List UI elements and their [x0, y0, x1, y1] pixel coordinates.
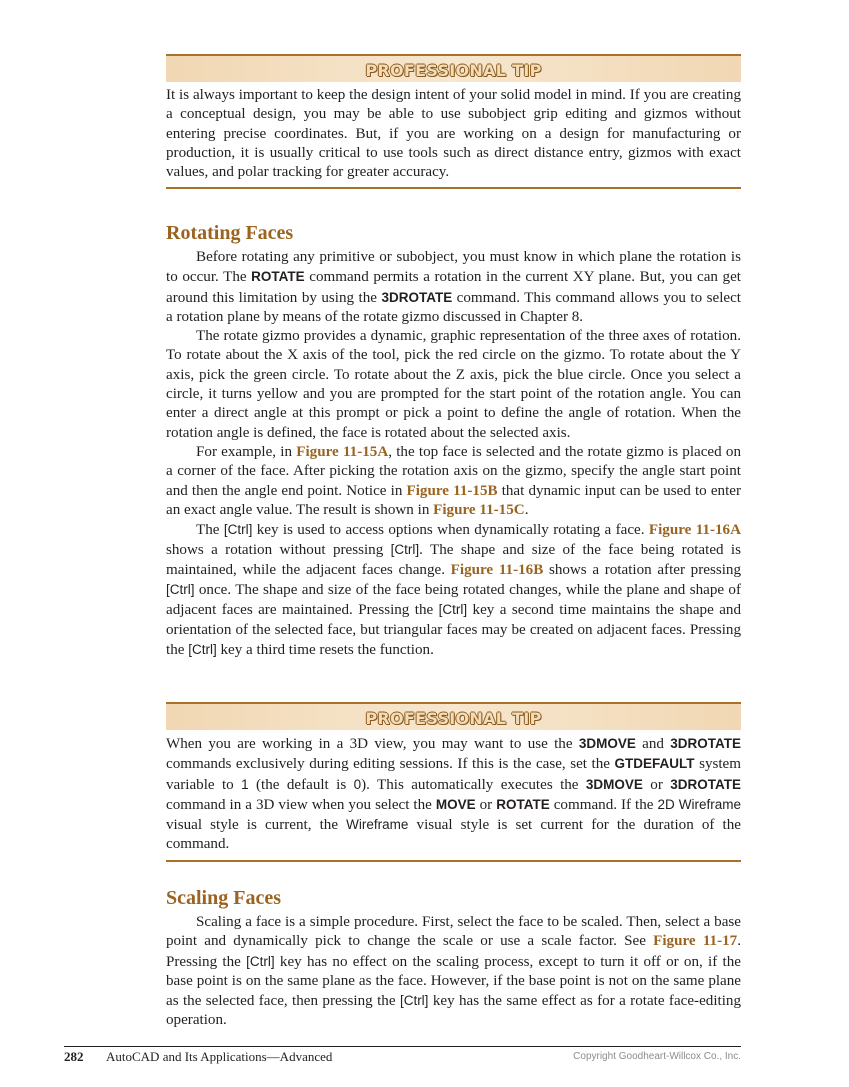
command-name: 3DROTATE: [670, 736, 741, 751]
section-heading-scaling-faces: Scaling Faces: [166, 887, 281, 909]
copyright-notice: Copyright Goodheart-Willcox Co., Inc.: [573, 1051, 741, 1062]
paragraph: Before rotating any primitive or subobject, you must know in which plane the rotation is to occur. The ROTATE command permits a rotation in the current XY plane. But, you can get around this limitation by using the 3DROTATE command. This command allows you to select a rotation plane by means of the rotate gizmo discussed in Chapter 8.: [166, 249, 741, 325]
key-name: [Ctrl]: [166, 582, 195, 598]
section-heading-rotating-faces: Rotating Faces: [166, 222, 294, 244]
tip-text: When you are working in a 3D view, you may want to use the 3DMOVE and 3DROTATE commands exclusively during editing sessions. If this is the case, set the GTDEFAULT system variable to 1 (the default is 0). This automatically executes the 3DMOVE or 3DROTATE command in a 3D view when you select the MOVE or ROTATE command. If the 2D Wireframe visual style is current, the Wireframe visual style is set current for the duration of the command.: [166, 730, 741, 862]
command-name: MOVE: [435, 796, 476, 812]
paragraph: The rotate gizmo provides a dynamic, graphic representation of the three axes of rotation. To rotate about the X axis of the tool, pick the red circle on the gizmo. To rotate about the Y axis, pick the green circle. To rotate about the Z axis, pick the blue circle. Once you select a circle, it turns yellow and you are prompted for the start point of the rotation angle. You can enter a direct angle at this prompt or pick a point to define the angle of rotation. When the rotation angle is defined, the face is rotated about the selected axis.: [166, 328, 741, 441]
book-title: AutoCAD and Its Applications—Advanced: [106, 1049, 333, 1064]
professional-tip-box: [166, 702, 741, 862]
value: 0: [353, 776, 362, 792]
key-name: [Ctrl]: [246, 953, 275, 969]
figure-reference: Figure 11-16A: [648, 522, 741, 539]
scaling-faces-body: [166, 913, 741, 1031]
figure-reference: Figure 11-17: [653, 933, 738, 950]
command-name: 3DMOVE: [585, 776, 643, 792]
figure-reference: Figure 11-15C: [433, 501, 525, 518]
page-footer: [64, 1046, 741, 1067]
page-number: 282: [64, 1049, 84, 1064]
key-name: [Ctrl]: [438, 602, 468, 618]
command-name: 3DROTATE: [381, 289, 453, 305]
key-name: [Ctrl]: [223, 522, 253, 538]
tip-header: [166, 54, 741, 82]
command-name: ROTATE: [496, 796, 550, 812]
rotating-faces-body: [166, 248, 741, 660]
visual-style-name: 2D Wireframe: [657, 796, 742, 812]
tip-title: PROFESSIONAL TIP: [365, 61, 542, 80]
command-name: 3DROTATE: [670, 776, 741, 792]
paragraph: For example, in Figure 11-15A, the top face is selected and the rotate gizmo is placed on a corner of the face. After picking the rotation axis on the gizmo, specify the angle start point and then the angle end point. Notice in Figure 11-15B that dynamic input can be used to enter an exact angle value. The result is shown in Figure 11-15C.: [166, 443, 741, 518]
key-name: [Ctrl]: [188, 641, 217, 657]
command-name: ROTATE: [251, 269, 305, 285]
tip-header: [166, 702, 741, 730]
figure-reference: Figure 11-16B: [450, 561, 544, 578]
command-name: GTDEFAULT: [614, 756, 695, 772]
command-name: 3DMOVE: [578, 736, 636, 751]
key-name: [Ctrl]: [399, 993, 429, 1009]
paragraph: Scaling a face is a simple procedure. First, select the face to be scaled. Then, select a base point and dynamically pick to change the scale or use a scale factor. See Figure 11-17. Pressing the [Ctrl] key has no effect on the scaling process, except to turn it off or on, if the base point is on the same plane as the face. However, if the base point is not on the same plane as the selected face, then pressing the [Ctrl] key has the same effect as for a rotate face-editing operation.: [166, 914, 741, 1029]
value: 1: [241, 776, 249, 792]
figure-reference: Figure 11-15A: [296, 443, 389, 460]
professional-tip-box: [166, 54, 741, 189]
tip-title: PROFESSIONAL TIP: [365, 709, 542, 728]
paragraph: The [Ctrl] key is used to access options when dynamically rotating a face. Figure 11-16A shows a rotation without pressing [Ctrl]. The shape and size of the face being rotated is maintained, while the adjacent faces change. Figure 11-16B shows a rotation after pressing [Ctrl] once. The shape and size of the face being rotated changes, while the plane and shape of adjacent faces are maintained. Pressing the [Ctrl] key a second time maintains the shape and orientation of the selected face, but triangular faces may be created on adjacent faces. Pressing the [Ctrl] key a third time resets the function.: [166, 522, 741, 658]
visual-style-name: Wireframe: [346, 817, 409, 833]
key-name: [Ctrl]: [390, 542, 420, 558]
tip-text: It is always important to keep the design intent of your solid model in mind. If you are creating a conceptual design, you may be able to use subobject grip editing and gizmos without entering precise coordinates. But, if you are working on a design for manufacturing or production, it is usually critical to use tools such as direct distance entry, gizmos with exact values, and polar tracking for greater accuracy.: [166, 82, 741, 189]
figure-reference: Figure 11-15B: [406, 482, 498, 499]
